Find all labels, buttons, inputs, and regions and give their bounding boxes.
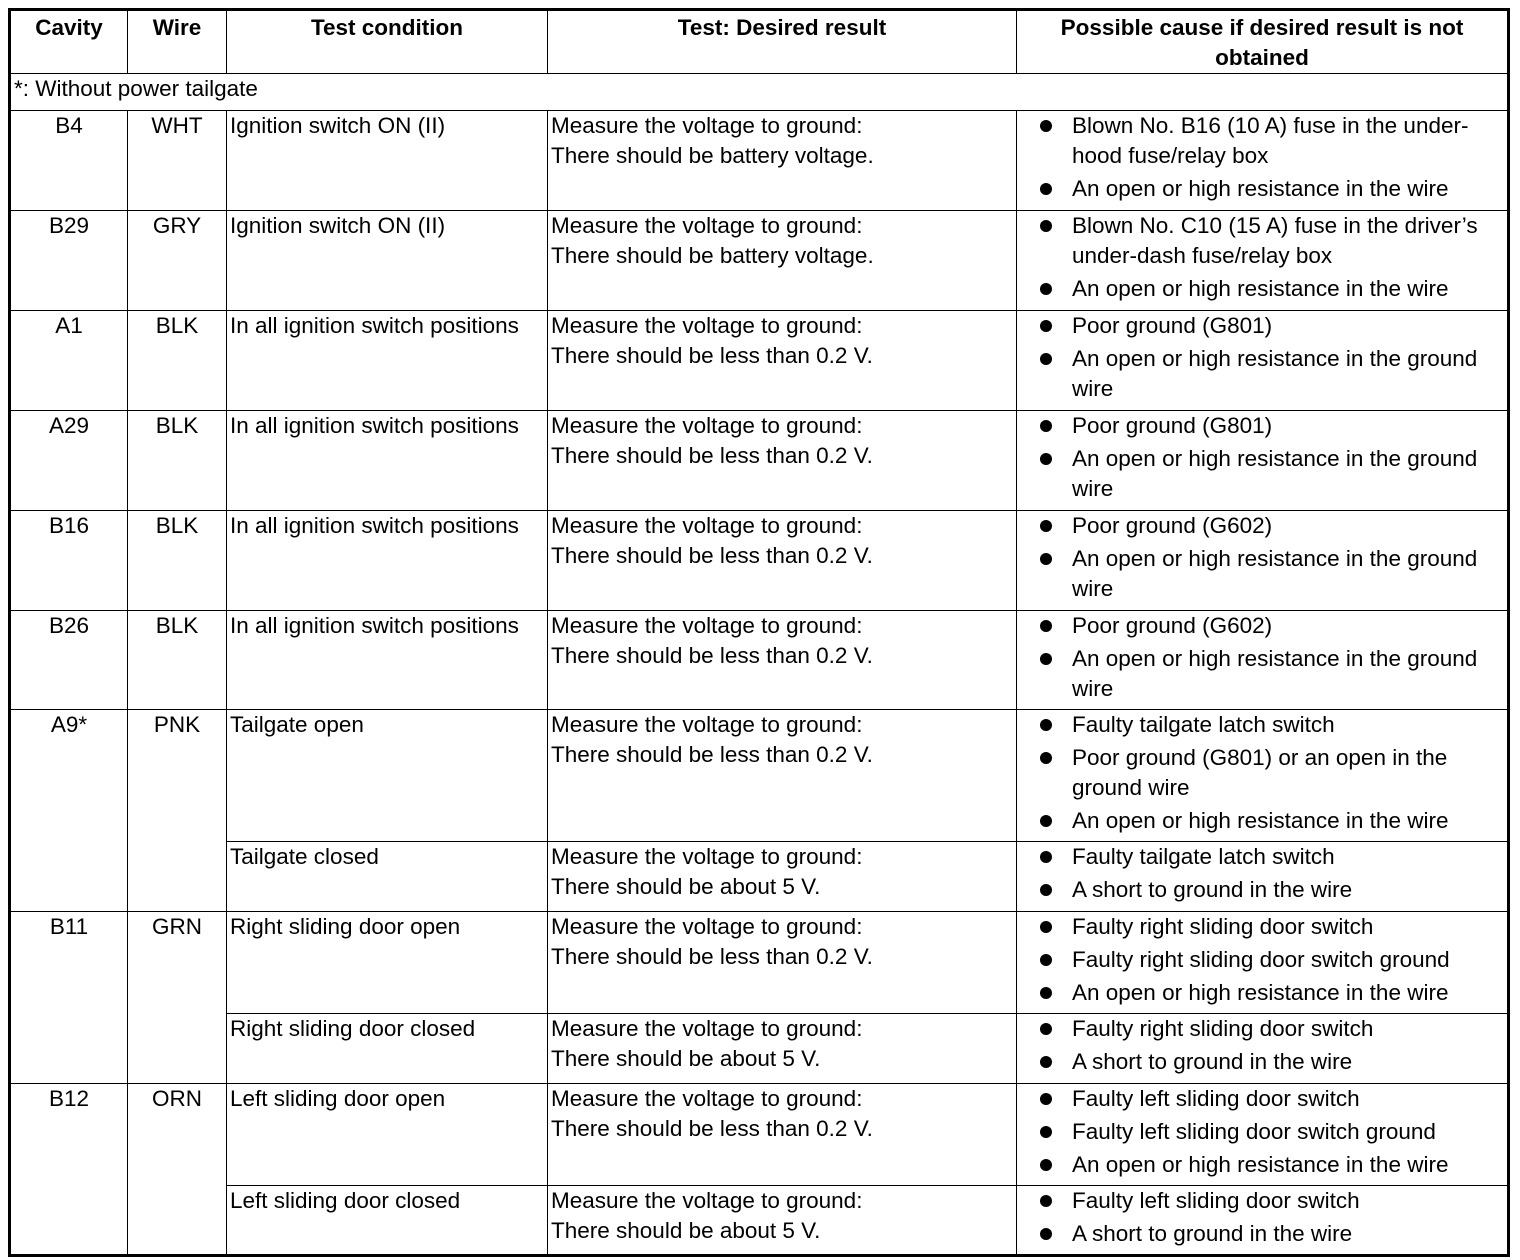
header-cavity: Cavity [10, 10, 128, 74]
cause-list [1020, 1084, 1504, 1180]
cause-item: Faulty left sliding door switch [1020, 1084, 1504, 1114]
header-possible-cause: Possible cause if desired result is not obtained [1017, 10, 1509, 74]
wire-cell: ORN [128, 1084, 227, 1256]
cavity-cell: A29 [10, 411, 128, 511]
cause-item: An open or high resistance in the wire [1020, 174, 1504, 204]
cause-item: Blown No. B16 (10 A) fuse in the under-hood fuse/relay box [1020, 111, 1504, 171]
cause-item: Poor ground (G602) [1020, 611, 1504, 641]
table-row [10, 710, 1509, 842]
wire-cell: BLK [128, 611, 227, 710]
cause-list [1020, 842, 1504, 905]
test-condition-cell: Ignition switch ON (II) [227, 211, 548, 311]
cavity-cell: B16 [10, 511, 128, 611]
desired-result-cell: Measure the voltage to ground: There should be about 5 V. [548, 842, 1017, 912]
possible-cause-cell [1017, 710, 1509, 842]
table-row [10, 912, 1509, 1014]
cause-list [1020, 912, 1504, 1008]
cause-item: Poor ground (G602) [1020, 511, 1504, 541]
cavity-cell: B26 [10, 611, 128, 710]
table-row [10, 1014, 1509, 1084]
table-row [10, 511, 1509, 611]
table-row [10, 1084, 1509, 1186]
possible-cause-cell [1017, 211, 1509, 311]
cause-list [1020, 411, 1504, 504]
header-wire: Wire [128, 10, 227, 74]
cause-item: Faulty right sliding door switch [1020, 912, 1504, 942]
test-condition-cell: Left sliding door closed [227, 1186, 548, 1256]
desired-result-cell: Measure the voltage to ground: There should be less than 0.2 V. [548, 710, 1017, 842]
test-condition-cell: Right sliding door closed [227, 1014, 548, 1084]
cause-item: Poor ground (G801) or an open in the ground wire [1020, 743, 1504, 803]
test-condition-cell: In all ignition switch positions [227, 511, 548, 611]
cause-item: An open or high resistance in the wire [1020, 806, 1504, 836]
cause-item: Poor ground (G801) [1020, 311, 1504, 341]
cavity-cell: B11 [10, 912, 128, 1084]
test-condition-cell: Ignition switch ON (II) [227, 111, 548, 211]
possible-cause-cell [1017, 842, 1509, 912]
cause-list [1020, 1014, 1504, 1077]
cause-item: Faulty tailgate latch switch [1020, 842, 1504, 872]
footnote: *: Without power tailgate [10, 74, 1509, 111]
possible-cause-cell [1017, 912, 1509, 1014]
wire-cell: GRN [128, 912, 227, 1084]
cause-item: An open or high resistance in the ground wire [1020, 344, 1504, 404]
cavity-cell: B12 [10, 1084, 128, 1256]
possible-cause-cell [1017, 311, 1509, 411]
cause-item: Blown No. C10 (15 A) fuse in the driver’s under-dash fuse/relay box [1020, 211, 1504, 271]
cause-item: Faulty tailgate latch switch [1020, 710, 1504, 740]
desired-result-cell: Measure the voltage to ground: There should be battery voltage. [548, 211, 1017, 311]
cause-item: A short to ground in the wire [1020, 1219, 1504, 1249]
cause-item: An open or high resistance in the wire [1020, 978, 1504, 1008]
table-row [10, 411, 1509, 511]
cause-list [1020, 511, 1504, 604]
cause-item: An open or high resistance in the wire [1020, 274, 1504, 304]
desired-result-cell: Measure the voltage to ground: There should be about 5 V. [548, 1014, 1017, 1084]
cause-item: Poor ground (G801) [1020, 411, 1504, 441]
wire-cell: BLK [128, 311, 227, 411]
wire-cell: PNK [128, 710, 227, 912]
table-row [10, 311, 1509, 411]
header-desired-result: Test: Desired result [548, 10, 1017, 74]
cause-item: Faulty right sliding door switch [1020, 1014, 1504, 1044]
desired-result-cell: Measure the voltage to ground: There should be less than 0.2 V. [548, 311, 1017, 411]
wire-cell: BLK [128, 411, 227, 511]
table-row [10, 611, 1509, 710]
header-row [10, 10, 1509, 74]
possible-cause-cell [1017, 611, 1509, 710]
desired-result-cell: Measure the voltage to ground: There should be less than 0.2 V. [548, 511, 1017, 611]
cause-item: A short to ground in the wire [1020, 1047, 1504, 1077]
table-row [10, 842, 1509, 912]
possible-cause-cell [1017, 411, 1509, 511]
possible-cause-cell [1017, 1014, 1509, 1084]
table-row [10, 211, 1509, 311]
possible-cause-cell [1017, 1084, 1509, 1186]
cause-item: Faulty right sliding door switch ground [1020, 945, 1504, 975]
cause-item: Faulty left sliding door switch [1020, 1186, 1504, 1216]
desired-result-cell: Measure the voltage to ground: There should be less than 0.2 V. [548, 611, 1017, 710]
desired-result-cell: Measure the voltage to ground: There should be less than 0.2 V. [548, 912, 1017, 1014]
wire-cell: BLK [128, 511, 227, 611]
cavity-cell: A9* [10, 710, 128, 912]
cause-item: An open or high resistance in the ground wire [1020, 544, 1504, 604]
cavity-cell: B29 [10, 211, 128, 311]
cause-list [1020, 710, 1504, 836]
desired-result-cell: Measure the voltage to ground: There should be battery voltage. [548, 111, 1017, 211]
possible-cause-cell [1017, 1186, 1509, 1256]
cause-item: An open or high resistance in the wire [1020, 1150, 1504, 1180]
cause-list [1020, 311, 1504, 404]
cause-list [1020, 611, 1504, 704]
cavity-cell: A1 [10, 311, 128, 411]
table-row [10, 1186, 1509, 1256]
wire-cell: WHT [128, 111, 227, 211]
desired-result-cell: Measure the voltage to ground: There should be less than 0.2 V. [548, 411, 1017, 511]
test-condition-cell: In all ignition switch positions [227, 311, 548, 411]
test-condition-cell: Tailgate open [227, 710, 548, 842]
wire-cell: GRY [128, 211, 227, 311]
possible-cause-cell [1017, 511, 1509, 611]
table-row [10, 111, 1509, 211]
test-condition-cell: Tailgate closed [227, 842, 548, 912]
test-condition-cell: In all ignition switch positions [227, 611, 548, 710]
cavity-cell: B4 [10, 111, 128, 211]
desired-result-cell: Measure the voltage to ground: There should be less than 0.2 V. [548, 1084, 1017, 1186]
cause-list [1020, 111, 1504, 204]
test-condition-cell: Right sliding door open [227, 912, 548, 1014]
diagnostic-table [8, 8, 1510, 1257]
header-test-condition: Test condition [227, 10, 548, 74]
cause-item: An open or high resistance in the ground wire [1020, 444, 1504, 504]
cause-item: A short to ground in the wire [1020, 875, 1504, 905]
test-condition-cell: In all ignition switch positions [227, 411, 548, 511]
note-row [10, 74, 1509, 111]
test-condition-cell: Left sliding door open [227, 1084, 548, 1186]
cause-list [1020, 211, 1504, 304]
cause-list [1020, 1186, 1504, 1249]
cause-item: Faulty left sliding door switch ground [1020, 1117, 1504, 1147]
possible-cause-cell [1017, 111, 1509, 211]
cause-item: An open or high resistance in the ground wire [1020, 644, 1504, 704]
desired-result-cell: Measure the voltage to ground: There should be about 5 V. [548, 1186, 1017, 1256]
